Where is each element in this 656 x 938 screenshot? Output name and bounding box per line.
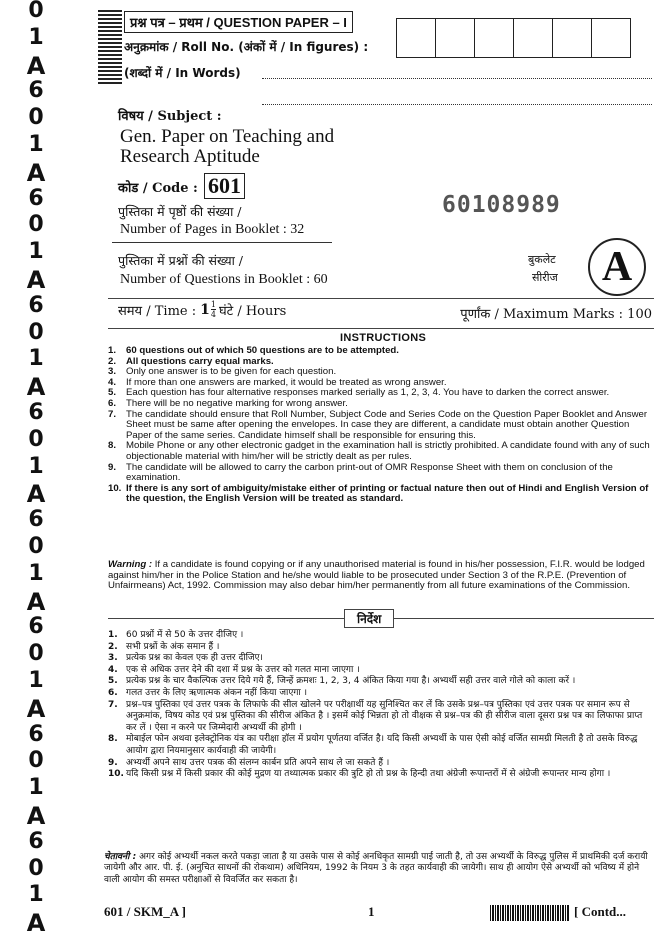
page-number: 1 (368, 904, 375, 919)
nirdesh-text: यदि किसी प्रश्न में किसी प्रकार की कोई मुद्रण या तथ्यात्मक प्रकार की त्रुटि हो तो प्रश्न के हिन्दी तथा अंग्रेजी रूपान्तरों में से अंग्रेजी रूपान्तर मान्य होगा । (126, 769, 611, 780)
instruction-text: All questions carry equal marks. (126, 355, 274, 367)
time-fraction-num: 1 (210, 300, 216, 309)
time-prefix: समय / Time : (118, 303, 197, 319)
side-strip-char: 6 (28, 828, 44, 854)
nirdesh-item (108, 688, 652, 700)
warning-label: Warning : (108, 559, 153, 570)
nirdesh-item (108, 665, 652, 677)
nirdesh-number: 3. (108, 653, 118, 664)
instruction-item (108, 399, 652, 410)
nirdesh-number: 6. (108, 687, 118, 698)
nirdesh-title: निर्देश (344, 609, 394, 628)
side-strip-char: 0 (28, 533, 44, 559)
side-strip-char: A (26, 801, 46, 830)
side-strip-char: 6 (28, 614, 44, 640)
side-strip-char: 1 (28, 131, 44, 157)
pages-label-hi: पुस्तिका में पृष्ठों की संख्या / (118, 204, 242, 219)
instruction-text: The candidate should ensure that Roll Number, Subject Code and Series Code on the Question Paper Booklet and Answer Sheet must be same after opening the envelopes. In case they are different, a candidate must obtain another Question Paper of the same series. Candidate himself shall be responsible for ensuring this. (126, 408, 648, 441)
warning-block (108, 560, 652, 592)
side-strip-char: 1 (28, 667, 44, 693)
roll-no-boxes[interactable] (396, 18, 631, 58)
nirdesh-text: अभ्यर्थी अपने साथ उत्तर पत्रक की संलग्न कार्बन प्रति अपने साथ ले जा सकते हैं । (126, 757, 390, 768)
question-paper-title: प्रश्न पत्र – प्रथम / QUESTION PAPER – I (124, 11, 353, 33)
instruction-number: 1. (108, 345, 117, 356)
side-strip-char: A (26, 265, 46, 294)
nirdesh-item (108, 734, 652, 757)
side-strip-char: 6 (28, 78, 44, 104)
pages-label-en: Number of Pages in Booklet : 32 (120, 222, 305, 237)
nirdesh-text: प्रत्येक प्रश्न का केवल एक ही उत्तर दीजिए। (126, 653, 263, 664)
nirdesh-number: 4. (108, 664, 118, 675)
nirdesh-item (108, 642, 652, 654)
nirdesh-text: सभी प्रश्नों के अंक समान हैं । (126, 641, 220, 652)
side-strip-char: 0 (28, 426, 44, 452)
contd-label: [ Contd... (574, 904, 627, 919)
nirdesh-item (108, 676, 652, 688)
instructions-list (108, 346, 652, 505)
instruction-number: 4. (108, 376, 117, 388)
instruction-number: 9. (108, 461, 117, 473)
nirdesh-number: 9. (108, 757, 118, 768)
max-marks: पूर्णांक / Maximum Marks : 100 (460, 307, 652, 322)
instruction-number: 8. (108, 440, 117, 452)
side-strip-char: 0 (28, 319, 44, 345)
warning-text: If a candidate is found copying or if any unauthorised material is found in his/her possession, F.I.R. would be lodged against him/her in the Police Station and he/she would liable to be prosecuted under Section 3 of the R.P.E. (Prevention of Unfairmeans) Act, 1992. Commission may also debar him/her permanently from all future examinations of the Commission. (108, 559, 645, 592)
instruction-number: 6. (108, 397, 117, 409)
side-strip-char: 0 (28, 105, 44, 131)
chetavani-text: अगर कोई अभ्यर्थी नकल करते पकड़ा जाता है या उसके पास से कोई अनधिकृत सामग्री पाई जाती है, तो उस अभ्यर्थी के विरुद्ध पुलिस में प्राथमिकी दर्ज करायी जायेगी और आर. पी. ई. (अनुचित साधनों की रोकथाम) अधिनियम, 1992 के नियम 3 के तहत कार्यवाही की जायेगी। साथ ही आयोग ऐसे अभ्यर्थी को भविष्य में होने वाली आयोग की समस्त परीक्षाओं से विवर्जित कर सकता है। (104, 852, 648, 885)
booklet-number: 60108989 (442, 192, 561, 218)
side-strip-char: A (26, 51, 46, 80)
footer-barcode (490, 905, 570, 921)
side-strip-char: A (26, 373, 46, 402)
side-strip-char: A (26, 480, 46, 509)
series-badge: A (588, 238, 646, 296)
nirdesh-text: एक से अधिक उत्तर देने की दशा में प्रश्न के उत्तर को गलत माना जाएगा । (126, 664, 360, 675)
instruction-number: 2. (108, 355, 117, 367)
nirdesh-number: 10. (108, 769, 124, 780)
words-line[interactable] (262, 78, 652, 79)
time-row (118, 300, 286, 319)
instruction-number: 7. (108, 408, 117, 420)
series-label-line2: सीरीज (532, 271, 558, 284)
side-strip-char: 1 (28, 560, 44, 586)
instruction-text: There will be no negative marking for wrong answer. (126, 397, 348, 409)
nirdesh-text: प्रत्येक प्रश्न के चार वैकल्पिक उत्तर दिये गये हैं, जिन्हें क्रमशः 1, 2, 3, 4 अंकित किया गया है। अभ्यर्थी सही उत्तर वाले गोले को काला करें । (126, 676, 576, 687)
subject-line-1: Gen. Paper on Teaching and (120, 126, 335, 147)
instruction-number: 3. (108, 366, 117, 378)
side-strip-char: 0 (28, 0, 44, 23)
nirdesh-item (108, 769, 652, 781)
side-strip-char: 1 (28, 882, 44, 908)
footer-code: 601 / SKM_A ] (104, 904, 186, 919)
words-label: (शब्दों में / In Words) (124, 66, 241, 80)
series-label-line1: बुकलेट (528, 253, 556, 266)
instruction-item (108, 484, 652, 505)
side-strip-char: 1 (28, 775, 44, 801)
words-line-2[interactable] (262, 104, 652, 105)
side-strip-char: A (26, 909, 46, 938)
side-strip-char: 6 (28, 507, 44, 533)
pages-underline (112, 242, 332, 243)
chetavani-label: चेतावनी : (104, 852, 137, 862)
questions-label-hi: पुस्तिका में प्रश्नों की संख्या / (118, 253, 243, 268)
side-strip-char: 0 (28, 748, 44, 774)
time-whole: 1 (200, 301, 210, 318)
time-fraction-den: 4 (210, 310, 216, 319)
roll-no-label: अनुक्रमांक / Roll No. (अंकों में / In figures) : (124, 40, 369, 54)
side-strip-char: 6 (28, 292, 44, 318)
subject-line-2: Research Aptitude (120, 146, 260, 167)
instruction-number: 10. (108, 482, 122, 494)
nirdesh-number: 1. (108, 630, 118, 640)
side-strip-char: A (26, 587, 46, 616)
instruction-number: 5. (108, 387, 117, 399)
instruction-item (108, 410, 652, 442)
instruction-text: Only one answer is to be given for each question. (126, 366, 337, 378)
instruction-text: Mobile Phone or any other electronic gadget in the examination hall is strictly prohibited. A candidate found with any of such objectionable material with him/her will be strictly dealt as per rules. (126, 440, 650, 462)
instructions-divider (108, 328, 654, 329)
side-strip-char: 0 (28, 212, 44, 238)
nirdesh-number: 7. (108, 699, 118, 710)
nirdesh-item (108, 630, 652, 642)
nirdesh-item (108, 653, 652, 665)
time-fraction (211, 300, 216, 319)
instruction-text: 60 questions out of which 50 questions are to be attempted. (126, 345, 399, 356)
nirdesh-number: 2. (108, 641, 118, 652)
side-strip-char: 1 (28, 24, 44, 50)
side-strip-char: 0 (28, 641, 44, 667)
code-label: कोड / Code : (118, 181, 198, 196)
nirdesh-text: मोबाईल फोन अथवा इलेक्ट्रोनिक यंत्र का परीक्षा हॉल में प्रयोग पूर्णतया वर्जित है। यदि किसी अभ्यर्थी के पास ऐसी कोई वर्जित सामग्री मिलती है तो उसके विरुद्ध आयोग द्वारा नियमानुसार कार्यवाही की जायेगी। (126, 734, 638, 756)
code-value: 601 (204, 173, 245, 199)
side-strip-char: 1 (28, 453, 44, 479)
nirdesh-text: गलत उत्तर के लिए ऋणात्मक अंकन नहीं किया जाएगा । (126, 687, 308, 698)
nirdesh-item (108, 758, 652, 770)
instruction-item (108, 441, 652, 462)
instruction-text: The candidate will be allowed to carry the carbon print-out of OMR Response Sheet with them on conclusion of the examination. (126, 461, 613, 484)
nirdesh-number: 8. (108, 734, 118, 745)
instruction-text: If more than one answers are marked, it would be treated as wrong answer. (126, 376, 447, 388)
instruction-item (108, 463, 652, 484)
time-divider (108, 298, 654, 299)
time-suffix: घंटे / Hours (218, 303, 287, 319)
side-strip-char: 0 (28, 855, 44, 881)
instructions-title: INSTRUCTIONS (340, 332, 427, 344)
instruction-text: If there is any sort of ambiguity/mistake either of printing or factual nature then out of Hindi and English Version of the question, the English Version will be treated as standard. (126, 482, 649, 505)
chetavani-block (104, 852, 652, 886)
questions-label-en: Number of Questions in Booklet : 60 (120, 272, 328, 287)
side-strip-char: 6 (28, 185, 44, 211)
nirdesh-list (108, 630, 652, 781)
side-strip-char: A (26, 694, 46, 723)
header-stripe-mark (98, 8, 122, 84)
nirdesh-text: प्रश्न–पत्र पुस्तिका एवं उत्तर पत्रक के लिफाफे की सील खोलने पर परीक्षार्थी यह सुनिश्चित कर लें कि उसके प्रश्न–पत्र पुस्तिका एवं उत्तर पत्रक पर समान रूप से अनुक्रमांक, विषय कोड एवं प्रश्न पुस्तिका की सीरीज अंकित है । इसमें कोई भिन्नता हो तो वीक्षक से प्रश्न–पत्र की ही सीरीज वाला दूसरा प्रश्न पत्र का लिफाफा प्राप्त कर लें । ऐसा न करने पर जिम्मेदारी अभ्यर्थी की होगी । (126, 699, 643, 733)
nirdesh-number: 5. (108, 676, 118, 687)
instruction-text: Each question has four alternative responses marked serially as 1, 2, 3, 4. You have to darken the correct answer. (126, 387, 610, 399)
subject-label: विषय / Subject : (118, 109, 222, 124)
side-strip-char: 6 (28, 399, 44, 425)
instruction-item (108, 346, 652, 357)
side-strip-char: 1 (28, 346, 44, 372)
nirdesh-item (108, 700, 652, 735)
side-strip-char: 1 (28, 239, 44, 265)
side-strip-char: 6 (28, 721, 44, 747)
nirdesh-text: 60 प्रश्नों में से 50 के उत्तर दीजिए । (126, 630, 244, 640)
side-series-strip (22, 0, 50, 938)
side-strip-char: A (26, 158, 46, 187)
